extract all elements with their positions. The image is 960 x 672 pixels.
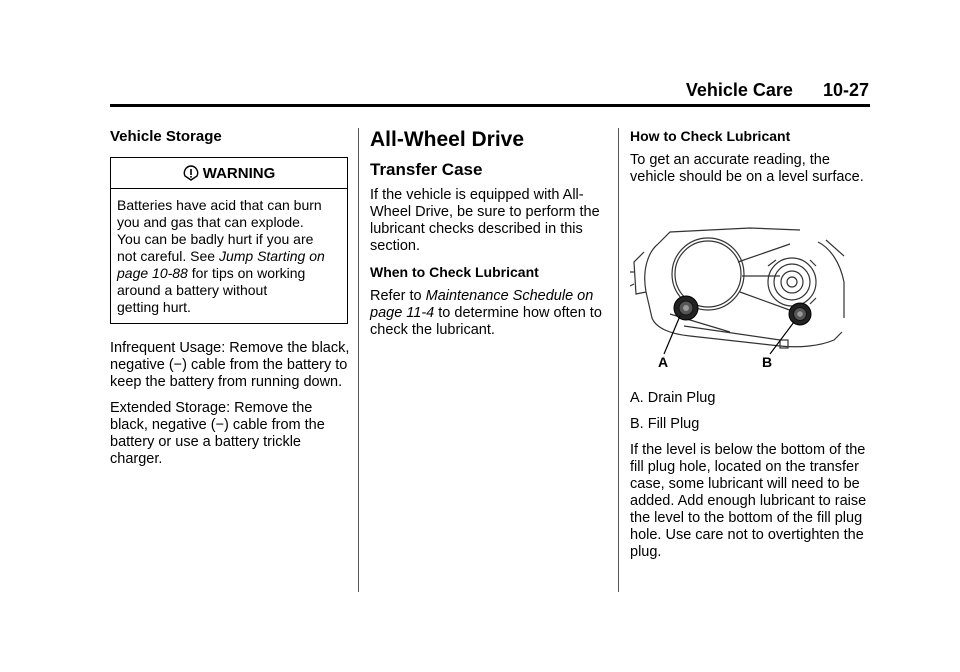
all-wheel-drive-heading: All-Wheel Drive [370,128,525,151]
column-divider-2 [618,128,619,592]
transfer-case-illustration [630,222,845,372]
level-surface-paragraph: To get an accurate reading, the vehicle should be on a level surface. [630,152,864,185]
callout-fill-plug: B. Fill Plug [630,416,700,432]
header-rule [110,104,870,107]
paragraph-text: to determine how often to check the lubricant. [370,305,602,338]
maintenance-schedule-reference[interactable]: Maintenance Schedule on page 11-4 [370,288,594,321]
warning-line [117,248,342,265]
how-to-check-heading: How to Check Lubricant [630,128,791,144]
warning-line: you and gas that can explode. [117,214,304,230]
warning-body [111,189,347,323]
warning-text: not careful. See [117,248,219,264]
warning-text: for tips on working [187,265,306,281]
paragraph-text: Refer to [370,288,426,304]
column-divider-1 [358,128,359,592]
fill-level-paragraph: If the level is below the bottom of the fill plug hole, located on the transfer case, some lubricant will need to be added. Add enough lubricant to raise the level to the bottom of the fill plug hole. Use care not to overtighten the plug. [630,442,867,560]
warning-line: around a battery without [117,282,268,298]
callout-drain-plug: A. Drain Plug [630,390,716,406]
maintenance-paragraph [370,288,608,339]
transfer-case-drawing [630,222,845,372]
warning-title-text: WARNING [202,165,276,182]
transfer-case-heading: Transfer Case [370,160,483,179]
warning-line: Batteries have acid that can burn [117,197,322,213]
figure-label-a: A [658,354,669,370]
header-page-number: 10-27 [822,80,869,100]
figure-label-b: B [762,354,773,370]
when-to-check-heading: When to Check Lubricant [370,264,539,280]
awd-intro-paragraph: If the vehicle is equipped with All-Wheel Drive, be sure to perform the lubricant checks described in this section. [370,187,600,254]
column-1 [110,128,350,477]
column-2 [370,128,608,348]
page-header [686,80,869,101]
warning-line: getting hurt. [117,299,191,315]
header-section-title: Vehicle Care [685,80,793,100]
infrequent-usage-paragraph: Infrequent Usage: Remove the black, negative (−) cable from the battery to keep the battery from running down. [110,340,350,390]
warning-box [110,157,348,324]
warning-exclamation-icon [183,165,199,181]
warning-title [111,158,347,189]
warning-line [117,265,342,282]
jump-starting-page-reference[interactable]: page 10-88 [117,265,188,281]
column-3 [630,128,870,570]
warning-line: You can be badly hurt if you are [117,231,314,247]
vehicle-storage-heading: Vehicle Storage [110,128,222,145]
extended-storage-paragraph: Extended Storage: Remove the black, negative (−) cable from the battery or use a battery trickle charger. [110,400,325,467]
jump-starting-reference[interactable]: Jump Starting on [218,248,325,264]
